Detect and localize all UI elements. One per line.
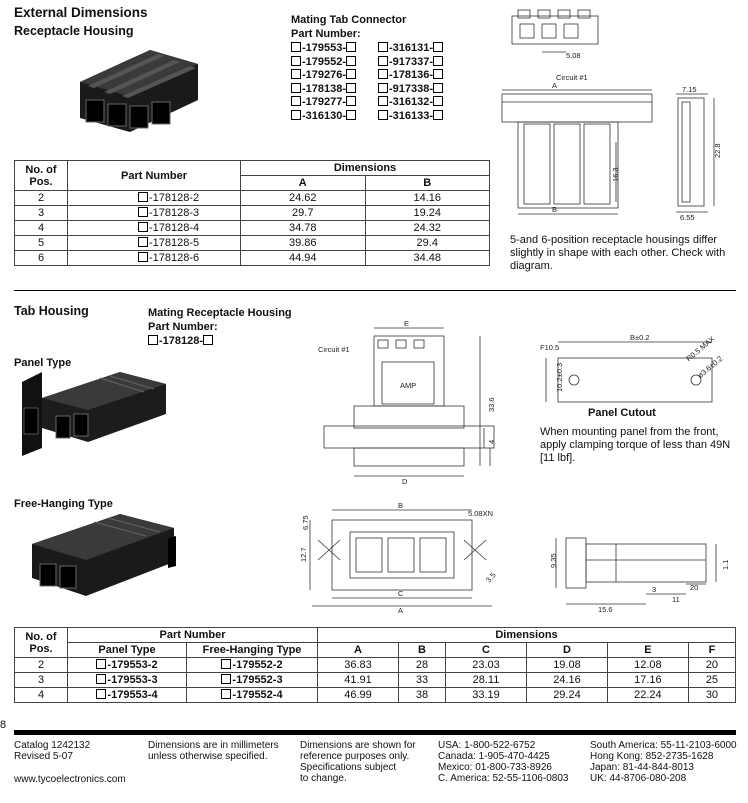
part-number: -179553- — [291, 42, 357, 56]
page-number: 8 — [0, 719, 7, 731]
dim-label: B — [552, 205, 558, 214]
dim-label: 7.15 — [682, 85, 697, 94]
dim-label: C — [398, 589, 404, 598]
section-title-external-dimensions: External Dimensions — [14, 5, 148, 20]
panel-type-photo — [20, 368, 170, 458]
dim-label: Circuit #1 — [556, 73, 588, 82]
footer-phones-intl: South America: 55-11-2103-6000 Hong Kong: 852-2735-1628 Japan: 81-44-844-8013 UK: 44-8706-080-208 — [590, 740, 737, 784]
dim-label: 4 — [487, 439, 496, 444]
part-number: -316130- — [291, 110, 357, 124]
header-c: C — [446, 643, 527, 658]
dim-label: A — [552, 81, 558, 90]
footer-dims-note: Dimensions are in millimeters unless otherwise specified. — [148, 740, 279, 762]
header-dimensions: Dimensions — [241, 161, 490, 176]
header-part-number: Part Number — [68, 161, 241, 191]
header-pos: No. of Pos. — [15, 628, 68, 658]
dim-label: 6.75 — [301, 515, 310, 530]
part-number: -917337- — [378, 56, 444, 70]
section-title-tab-housing: Tab Housing — [14, 304, 89, 318]
dim-label: 10.2±0.3 — [555, 362, 564, 392]
header-free-hanging: Free-Hanging Type — [187, 643, 318, 658]
free-hanging-label: Free-Hanging Type — [14, 498, 113, 510]
dim-label: 1.1 — [721, 559, 730, 570]
dim-label: E — [404, 319, 410, 328]
dim-label: 6.55 — [680, 213, 695, 222]
header-a: A — [318, 643, 399, 658]
header-e: E — [607, 643, 688, 658]
free-hanging-photo — [28, 508, 178, 603]
free-hanging-drawing-side — [536, 522, 744, 616]
header-part-number: Part Number — [68, 628, 318, 643]
mating-receptacle-part-label: Part Number: — [148, 321, 218, 333]
part-number: -179276- — [291, 69, 357, 83]
dim-label: 9.35 — [549, 553, 558, 568]
dim-label: 20 — [690, 583, 699, 592]
receptacle-dimensions-table — [14, 160, 490, 266]
section-subtitle-receptacle: Receptacle Housing — [14, 24, 134, 38]
receptacle-note: 5-and 6-position receptacle housings differ slightly in shape with each other. Check with diagram. — [510, 234, 726, 272]
dim-label: ø3.6±0.2 — [695, 354, 725, 380]
table-row: 3 -178128-3 29.7 19.24 — [15, 206, 490, 221]
part-number: -316132- — [378, 96, 444, 110]
part-number: -178138- — [291, 83, 357, 97]
dim-label: 5.08XN — [468, 509, 494, 518]
dim-label: 22.8 — [713, 143, 722, 158]
dim-label: AMP — [400, 381, 417, 390]
header-pos: No. of Pos. — [15, 161, 68, 191]
mating-receptacle-title: Mating Receptacle Housing — [148, 307, 292, 319]
dim-label: R0.5 MAX — [684, 334, 717, 364]
header-d: D — [526, 643, 607, 658]
part-number: -316131- — [378, 42, 444, 56]
mating-tab-part-label: Part Number: — [291, 28, 361, 40]
dim-label: 16.3 — [611, 167, 620, 182]
dim-label: D — [402, 477, 408, 486]
panel-type-label: Panel Type — [14, 357, 72, 369]
footer-catalog: Catalog 1242132 Revised 5-07 — [14, 740, 91, 762]
mating-receptacle-part: -178128- — [148, 335, 214, 349]
mating-tab-parts-col2 — [378, 42, 444, 124]
footer-reference-note: Dimensions are shown for reference purposes only. Specifications subject to change. — [300, 740, 416, 784]
dim-label: A — [398, 606, 404, 614]
part-number: -178136- — [378, 69, 444, 83]
dim-label: 15.6 — [598, 605, 613, 614]
dim-label: 3.5 — [484, 570, 498, 585]
dim-label: B — [398, 502, 404, 510]
table-row: 4 -178128-4 34.78 24.32 — [15, 221, 490, 236]
dim-label: F10.5 — [540, 343, 560, 352]
mating-tab-parts-col1 — [291, 42, 357, 124]
free-hanging-drawing-front — [292, 502, 512, 614]
dim-label: B±0.2 — [630, 333, 650, 342]
dim-label: 5.08 — [566, 51, 581, 60]
tab-housing-drawing — [318, 316, 514, 488]
mating-tab-title: Mating Tab Connector — [291, 14, 407, 26]
header-dimensions: Dimensions — [318, 628, 736, 643]
footer-website[interactable]: www.tycoelectronics.com — [14, 774, 126, 785]
part-number: -917338- — [378, 83, 444, 97]
table-row: 2 -179553-2 -179552-2 36.83 28 23.03 19.08 12.08 20 — [15, 658, 736, 673]
dim-label: Circuit #1 — [318, 345, 350, 354]
part-number: -179277- — [291, 96, 357, 110]
table-row: 2 -178128-2 24.62 14.16 — [15, 191, 490, 206]
header-f: F — [688, 643, 735, 658]
header-b: B — [398, 643, 445, 658]
section-divider — [14, 290, 736, 291]
table-row: 6 -178128-6 44.94 34.48 — [15, 251, 490, 266]
header-panel-type: Panel Type — [68, 643, 187, 658]
panel-cutout-note: When mounting panel from the front, apply clamping torque of less than 49N [11 lbf]. — [540, 426, 731, 464]
dim-label: 12.7 — [299, 547, 308, 562]
part-number: -179552- — [291, 56, 357, 70]
table-row: 3 -179553-3 -179552-3 41.91 33 28.11 24.16 17.16 25 — [15, 673, 736, 688]
receptacle-housing-photo — [70, 42, 200, 134]
receptacle-drawing — [490, 2, 740, 227]
panel-cutout-drawing — [538, 330, 743, 408]
header-a: A — [241, 176, 366, 191]
table-row: 4 -179553-4 -179552-4 46.99 38 33.19 29.24 22.24 30 — [15, 688, 736, 703]
footer-rule — [14, 730, 736, 735]
table-row: 5 -178128-5 39.86 29.4 — [15, 236, 490, 251]
part-number: -316133- — [378, 110, 444, 124]
dim-label: 3 — [652, 585, 657, 594]
dim-label: 11 — [672, 595, 680, 604]
header-b: B — [365, 176, 490, 191]
panel-cutout-title: Panel Cutout — [588, 407, 656, 419]
tab-housing-dimensions-table — [14, 627, 736, 703]
footer-phones-americas: USA: 1-800-522-6752 Canada: 1-905-470-4425 Mexico: 01-800-733-8926 C. America: 52-55-1106-0803 — [438, 740, 569, 784]
dim-label: 33.6 — [487, 397, 496, 412]
